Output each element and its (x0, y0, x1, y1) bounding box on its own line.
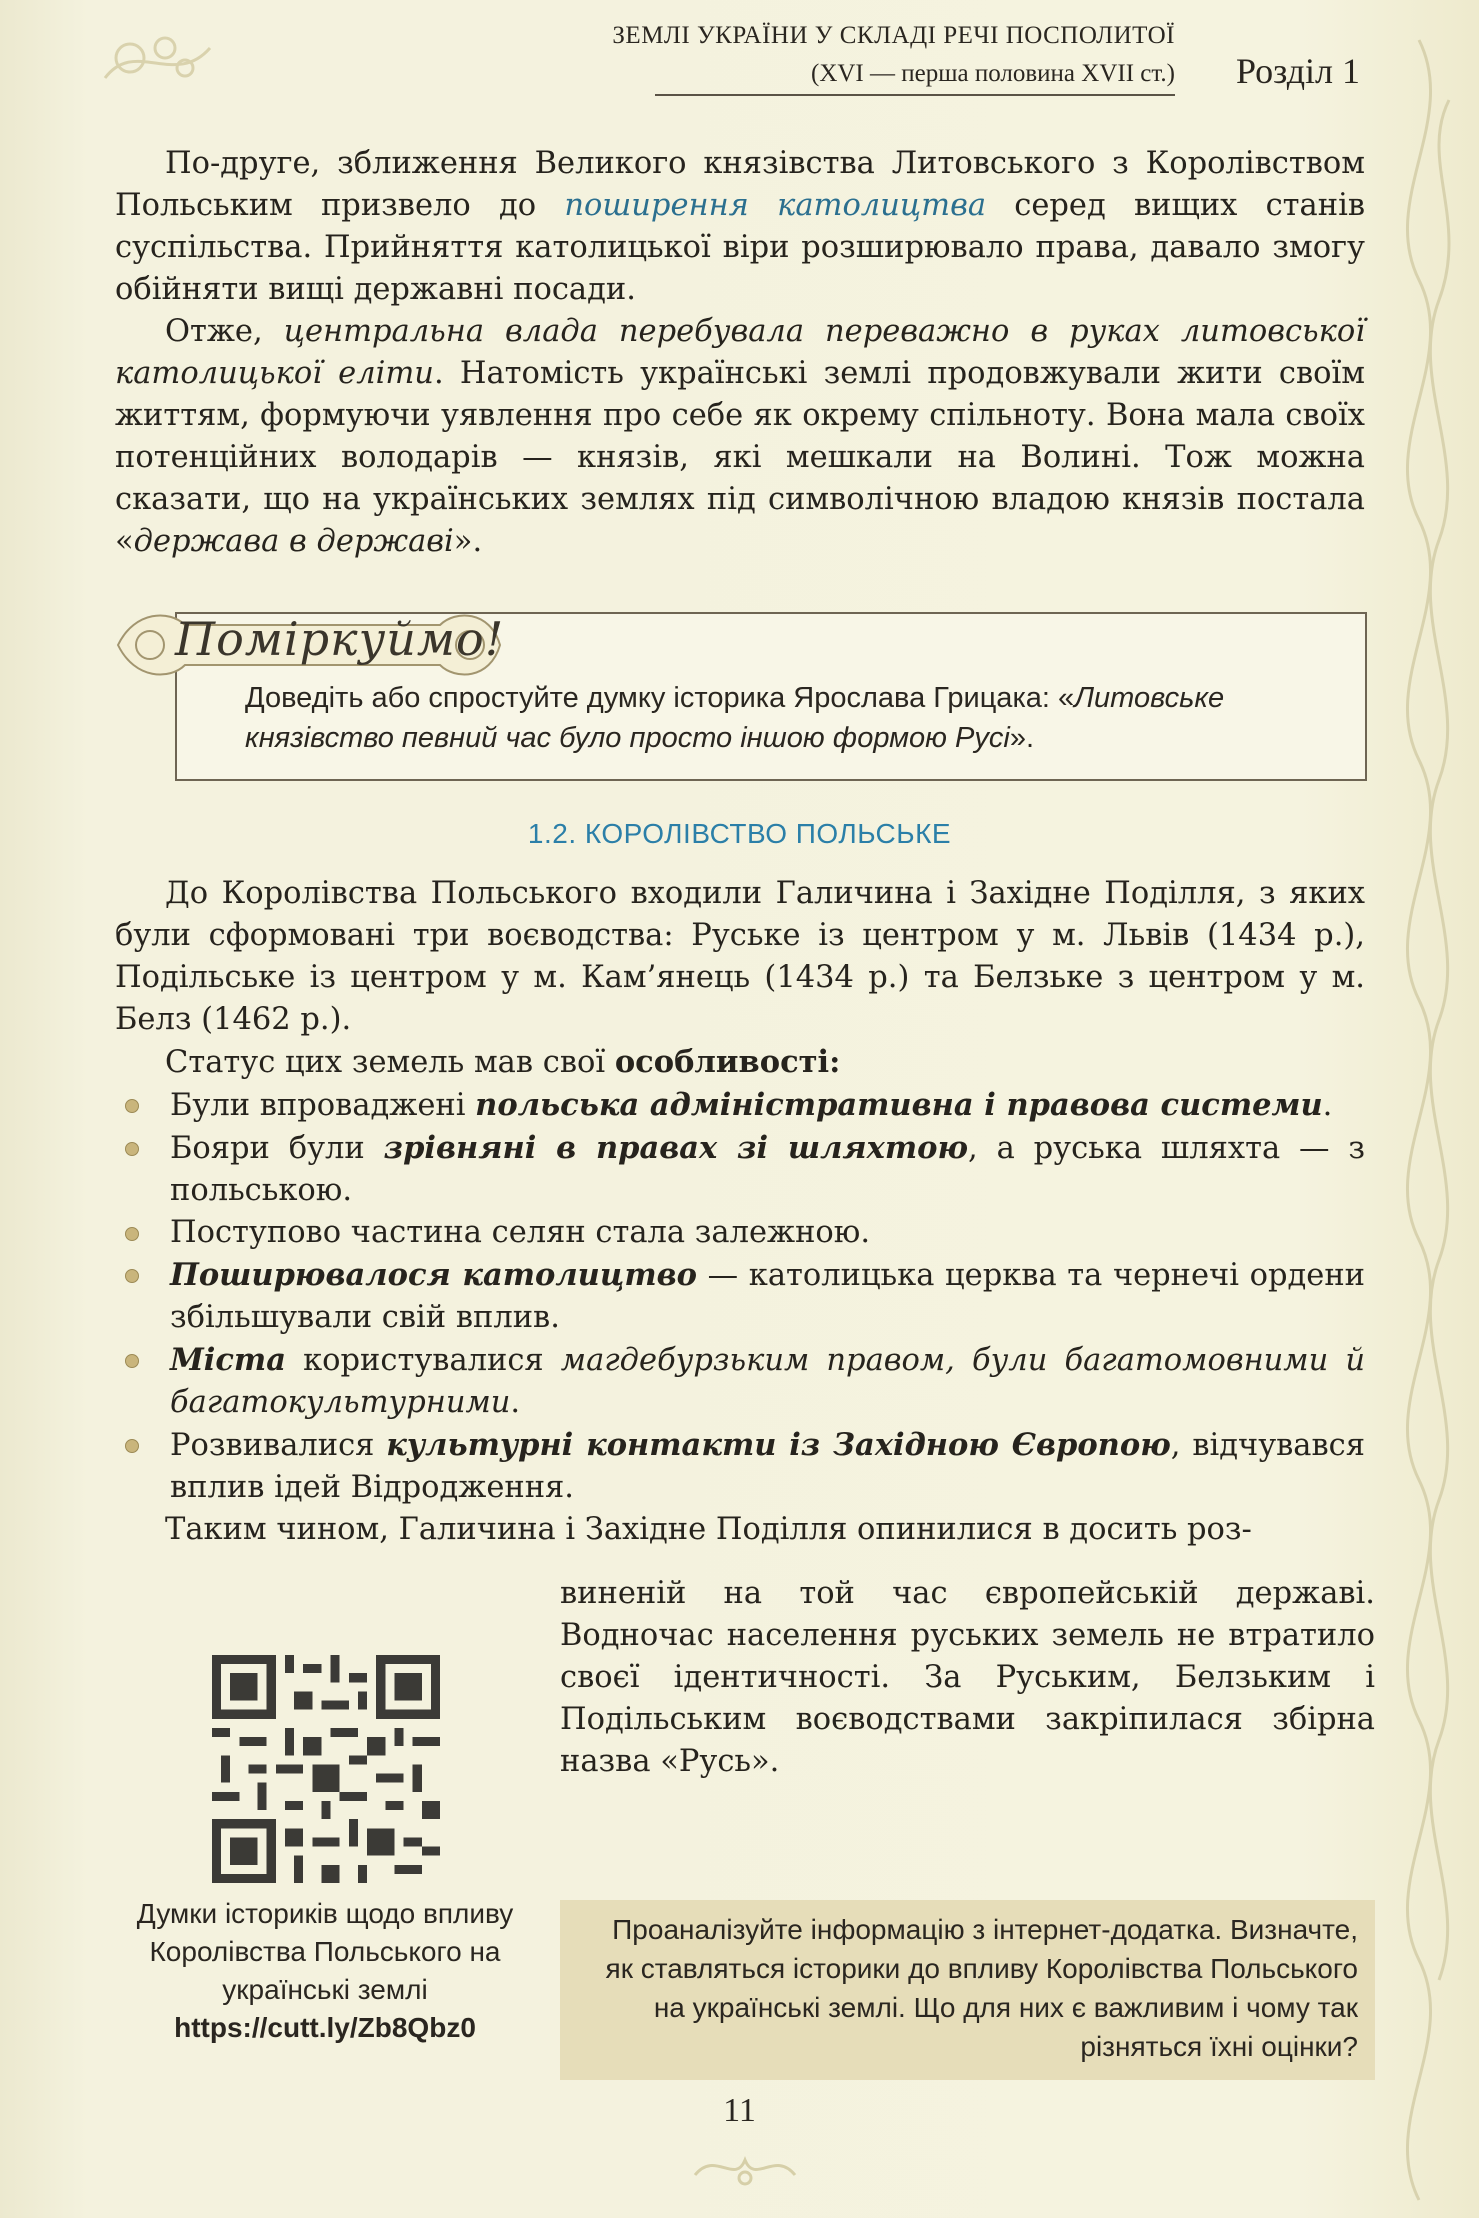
qr-url-link[interactable]: https://cutt.ly/Zb8Qbz0 (174, 2012, 476, 2043)
bold-italic-text: зрівняні в правах зі шляхтою (383, 1130, 969, 1166)
text: виненій на той час європейській державі. Водночас населення руських земель не втратило своєї ідентичності. За Руським, Белзьким і Подільським воєводствами закріпилася збірна назва «Русь». (560, 1576, 1375, 1779)
italic-text: магдебурзьким правом, були багатомовними й багатокультурними (170, 1343, 1365, 1420)
task-text: Проаналізуйте інформацію з інтернет-додатка. Визначте, як ставляться історики до впливу Королівства Польського на українські землі. Що для них є важливим і чому так різняться їхні оцінки? (605, 1914, 1358, 2062)
features-list (115, 1084, 1365, 1509)
section-heading: 1.2. КОРОЛІВСТВО ПОЛЬСЬКЕ (527, 818, 952, 849)
paragraph-4 (115, 1041, 1365, 1084)
text: , відчувався вплив ідей Відродження. (170, 1428, 1365, 1505)
list-item (115, 1127, 1365, 1212)
list-item (115, 1254, 1365, 1339)
text: Бояри були (170, 1131, 384, 1166)
bold-italic-text: культурні контакти із Західною Європою (386, 1427, 1171, 1463)
text: Доведіть або спростуйте думку історика Ярослава Грицака: « (245, 682, 1075, 714)
paragraph-1 (115, 143, 1365, 311)
text: ». (453, 524, 483, 559)
think-label: Поміркуймо! (175, 612, 505, 666)
text: серед вищих станів суспільства. Прийняття католицької віри розширювало права, давало змогу обійняти вищі державні посади. (115, 188, 1365, 307)
bold-italic-text: польська адміністративна і правова системи (475, 1087, 1323, 1123)
bold-text: особливості: (614, 1044, 841, 1080)
running-header (420, 22, 1420, 102)
italic-text: центральна влада перебувала переважно в руках литовської католицької еліти (115, 314, 1365, 391)
paragraph-5-first-line: Таким чином, Галичина і Західне Поділля опинилися в досить роз- (165, 1512, 1252, 1547)
header-title: ЗЕМЛІ УКРАЇНИ У СКЛАДІ РЕЧІ ПОСПОЛИТОЇ (612, 22, 1175, 49)
list-item (115, 1339, 1365, 1424)
header-subtitle: (XVI — перша половина XVII ст.) (811, 60, 1175, 87)
text: користувалися (285, 1343, 561, 1378)
italic-text: держава в державі (133, 524, 454, 559)
text: ». (1009, 722, 1035, 754)
paragraph-2 (115, 311, 1365, 563)
text: Поступово частина селян стала залежною. (170, 1215, 871, 1250)
highlight-term: поширення католицтва (564, 188, 987, 223)
text: . (510, 1385, 521, 1420)
italic-quote: Литовське князівство певний час було просто іншою формою Русі (245, 682, 1225, 754)
decorative-border-ornament (1359, 0, 1479, 2218)
qr-caption (110, 1895, 540, 2047)
text-block-top (115, 143, 1365, 563)
section-label: Розділ 1 (1236, 51, 1360, 91)
page-number: 11 (723, 2092, 756, 2129)
text: — католицька церква та чернечі ордени збільшували свій вплив. (170, 1258, 1365, 1335)
text: . (1322, 1088, 1333, 1123)
text-block-middle (115, 873, 1365, 1551)
footer-ornament (690, 2140, 800, 2190)
header-rule (655, 94, 1175, 96)
paragraph-5-rest (560, 1573, 1375, 1783)
qr-code (212, 1655, 440, 1883)
bold-italic-text: Міста (170, 1342, 286, 1378)
paragraph-3: До Королівства Польського входили Галичина і Західне Поділля, з яких були сформовані три воєводства: Руське із центром у м. Львів (1434 р.), Подільське із центром у м. Кам’янець (1434 р.) та Белзьке з центром у м. Белз (1462 р.). (115, 876, 1365, 1037)
bold-italic-text: Поширювалося католицтво (170, 1257, 697, 1293)
text: Розвивалися (170, 1428, 387, 1463)
text: Отже, (165, 314, 284, 349)
text: , а руська шляхта — з польською. (170, 1131, 1365, 1208)
text: По-друге, зближення Великого князівства Литовського з Королівством Польським призвело до (115, 146, 1365, 223)
list-item (115, 1424, 1365, 1509)
header-ornament (95, 18, 215, 98)
text: Статус цих земель мав свої (165, 1045, 615, 1080)
list-item (115, 1084, 1365, 1127)
list-item (115, 1212, 1365, 1254)
qr-caption-text: Думки істориків щодо впливу Королівства Польського на українські землі (136, 1898, 514, 2005)
think-text (245, 678, 1335, 758)
text: Були впроваджені (170, 1088, 476, 1123)
text: . Натомість українські землі продовжували жити своїм життям, формуючи уявлення про себе як окрему спільноту. Вона мала своїх потенційних володарів — князів, які мешкали на Волині. Тож можна сказати, що на українських землях під символічною владою князів постала « (115, 356, 1365, 559)
